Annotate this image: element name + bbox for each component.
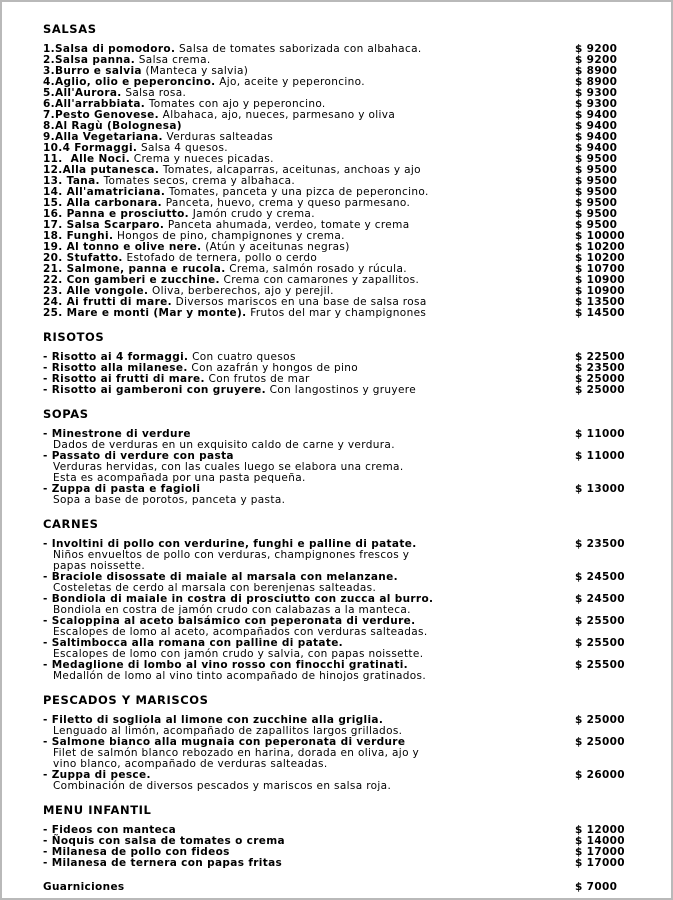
item-name: 20. Stufatto. [43, 252, 123, 264]
item-description: Salsa crema. [138, 54, 211, 66]
item-description: (Atún y aceitunas negras) [205, 241, 350, 253]
item-price: $ 10900 [575, 285, 625, 297]
item-name: 16. Panna e prosciutto. [43, 208, 189, 220]
section-items [43, 825, 651, 869]
item-description: Tomates secos, crema y albahaca. [103, 175, 296, 187]
menu-item-row [43, 882, 651, 893]
item-price: $ 10200 [575, 241, 625, 253]
item-description: Con frutos de mar [208, 373, 310, 385]
item-price: $ 17000 [575, 846, 625, 858]
item-description: Frutos del mar y champignones [250, 307, 427, 319]
item-price: $ 9500 [575, 164, 618, 176]
item-name: 24. Ai frutti di mare. [43, 296, 172, 308]
item-description: Estofado de ternera, pollo o cerdo [126, 252, 318, 264]
item-price: $ 12000 [575, 824, 625, 836]
section-title: SALSAS [43, 22, 97, 36]
item-name: - Risotto alla milanese. [43, 362, 188, 374]
item-detail-line: Sopa a base de porotos, panceta y pasta. [53, 494, 286, 506]
item-price: $ 9300 [575, 87, 618, 99]
item-price: $ 10000 [575, 230, 625, 242]
item-price: $ 14500 [575, 307, 625, 319]
item-description: Con azafrán y hongos de pino [191, 362, 359, 374]
item-price: $ 25000 [575, 736, 625, 748]
item-price: $ 8900 [575, 76, 618, 88]
item-name: - Risotto ai frutti di mare. [43, 373, 205, 385]
item-price: $ 9400 [575, 131, 618, 143]
item-name: - Saltimbocca alla romana con palline di patate. [43, 637, 344, 649]
item-name: - Zuppa di pasta e fagioli [43, 483, 201, 495]
item-price: $ 26000 [575, 769, 625, 781]
section-title: RISOTOS [43, 330, 105, 344]
item-name: 14. All'amatriciana. [43, 186, 166, 198]
item-detail-line: Escalopes de lomo con jamón crudo y salvia, con papas noissette. [53, 648, 424, 660]
menu-section [43, 409, 651, 506]
item-price: $ 25500 [575, 659, 625, 671]
item-description: Crema, salmón rosado y rúcula. [229, 263, 407, 275]
section-items [43, 44, 651, 319]
item-name: 15. Alla carbonara. [43, 197, 163, 209]
item-price: $ 7000 [575, 881, 618, 893]
item-name: 19. Al tonno e olive nere. [43, 241, 202, 253]
item-name: 22. Con gamberi e zucchine. [43, 274, 220, 286]
item-price: $ 9400 [575, 142, 618, 154]
item-name: 4.Aglio, olio e peperoncino. [43, 76, 216, 88]
item-price: $ 9500 [575, 186, 618, 198]
item-name: 6.All'arrabbiata. [43, 98, 146, 110]
section-items [43, 539, 651, 682]
item-price: $ 9500 [575, 153, 618, 165]
item-price: $ 9400 [575, 109, 618, 121]
item-description: Albahaca, ajo, nueces, parmesano y oliva [162, 109, 396, 121]
menu-section [43, 882, 651, 893]
item-price: $ 9200 [575, 43, 618, 55]
menu-item-row [43, 385, 651, 396]
item-name: 1.Salsa di pomodoro. [43, 43, 176, 55]
item-description: Jamón crudo y crema. [192, 208, 315, 220]
item-description: Tomates, panceta y una pizca de peperoncino. [168, 186, 429, 198]
item-description: Salsa 4 quesos. [140, 142, 228, 154]
item-description: Panceta, huevo, crema y queso parmesano. [165, 197, 411, 209]
item-name: 9.Alla Vegetariana. [43, 131, 163, 143]
item-price: $ 8900 [575, 65, 618, 77]
item-description: Con langostinos y gruyere [269, 384, 417, 396]
item-price: $ 9500 [575, 197, 618, 209]
item-description: Salsa rosa. [125, 87, 187, 99]
item-description: Ajo, aceite y peperoncino. [219, 76, 365, 88]
section-title: CARNES [43, 517, 99, 531]
item-name: 11. Alle Noci. [43, 153, 131, 165]
item-price: $ 23500 [575, 362, 625, 374]
item-name: 25. Mare e monti (Mar y monte). [43, 307, 247, 319]
item-name: 13. Tana. [43, 175, 100, 187]
item-detail-line: Costeletas de cerdo al marsala con berenjenas salteadas. [53, 582, 377, 594]
item-price: $ 17000 [575, 857, 625, 869]
item-name: 10.4 Formaggi. [43, 142, 138, 154]
item-description: Oliva, berberechos, ajo y perejil. [151, 285, 334, 297]
item-price: $ 24500 [575, 593, 625, 605]
item-name: - Milanesa de pollo con fideos [43, 846, 230, 858]
item-description: Con cuatro quesos [192, 351, 296, 363]
item-description: Tomates con ajo y peperoncino. [148, 98, 326, 110]
item-name: - Minestrone di verdure [43, 428, 191, 440]
item-name: 3.Burro e salvia [43, 65, 142, 77]
item-name: - Risotto ai gamberoni con gruyere. [43, 384, 266, 396]
item-description: Salsa de tomates saborizada con albahaca. [179, 43, 422, 55]
item-price: $ 9500 [575, 175, 618, 187]
item-description: Panceta ahumada, verdeo, tomate y crema [167, 219, 410, 231]
item-name: - Salmone bianco alla mugnaia con peperonata di verdure [43, 736, 406, 748]
menu-item-text [43, 882, 575, 893]
item-detail-line: Escalopes de lomo al aceto, acompañados con verduras salteadas. [53, 626, 428, 638]
item-name: - Scaloppina al aceto balsámico con peperonata di verdure. [43, 615, 416, 627]
item-detail-line: Combinación de diversos pescados y mariscos en salsa roja. [53, 780, 392, 792]
item-name: - Braciole disossate di maiale al marsala con melanzane. [43, 571, 398, 583]
item-price: $ 24500 [575, 571, 625, 583]
menu-section [43, 519, 651, 682]
section-items [43, 715, 651, 792]
item-price: $ 25500 [575, 637, 625, 649]
item-name: - Involtini di pollo con verdurine, funghi e palline di patate. [43, 538, 417, 550]
item-description: Verduras salteadas [166, 131, 274, 143]
item-name: 21. Salmone, panna e rucola. [43, 263, 226, 275]
item-detail-line: Niños envueltos de pollo con verduras, champignones frescos y [53, 549, 410, 561]
item-detail-line: papas noissette. [53, 560, 146, 572]
item-description: (Manteca y salvia) [145, 65, 249, 77]
item-price: $ 9300 [575, 98, 618, 110]
menu-item-text [43, 308, 575, 319]
menu-section [43, 24, 651, 319]
item-name: - Ñoquis con salsa de tomates o crema [43, 835, 285, 847]
section-items [43, 429, 651, 506]
item-price: $ 10700 [575, 263, 625, 275]
section-title: MENU INFANTIL [43, 803, 152, 817]
item-name: - Filetto di sogliola al limone con zucchine alla griglia. [43, 714, 384, 726]
item-price: $ 9200 [575, 54, 618, 66]
item-name: 5.All'Aurora. [43, 87, 122, 99]
item-description: Crema y nueces picadas. [133, 153, 274, 165]
menu-item-row [43, 858, 651, 869]
item-name: 12.Alla putanesca. [43, 164, 160, 176]
menu-page [2, 2, 671, 893]
item-name: Guarniciones [43, 881, 125, 893]
item-name: 17. Salsa Scarparo. [43, 219, 165, 231]
item-price: $ 25000 [575, 384, 625, 396]
item-detail-line: Filet de salmón blanco rebozado en harina, dorada en oliva, ajo y [53, 747, 420, 759]
section-title: SOPAS [43, 407, 89, 421]
item-description: Crema con camarones y zapallitos. [223, 274, 420, 286]
item-detail-line: vino blanco, acompañado de verduras salteadas. [53, 758, 328, 770]
item-name: 23. Alle vongole. [43, 285, 149, 297]
item-detail-line: Medallón de lomo al vino tinto acompañado de hinojos gratinados. [53, 670, 427, 682]
item-name: - Risotto ai 4 formaggi. [43, 351, 189, 363]
item-price: $ 10200 [575, 252, 625, 264]
item-description: Hongos de pino, champignones y crema. [117, 230, 345, 242]
item-name: 2.Salsa panna. [43, 54, 136, 66]
section-items [43, 882, 651, 893]
item-description: Diversos mariscos en una base de salsa rosa [175, 296, 427, 308]
item-detail-line: Verduras hervidas, con las cuales luego se elabora una crema. [53, 461, 404, 473]
item-name: - Passato di verdure con pasta [43, 450, 234, 462]
item-price: $ 25500 [575, 615, 625, 627]
item-name: - Zuppa di pesce. [43, 769, 151, 781]
item-price: $ 9500 [575, 219, 618, 231]
item-price: $ 9500 [575, 208, 618, 220]
item-name: 7.Pesto Genovese. [43, 109, 159, 121]
item-price: $ 22500 [575, 351, 625, 363]
menu-section [43, 695, 651, 792]
item-detail-line: Bondiola en costra de jamón crudo con calabazas a la manteca. [53, 604, 411, 616]
item-detail-line: Dados de verduras en un exquisito caldo de carne y verdura. [53, 439, 395, 451]
item-name: 18. Funghi. [43, 230, 114, 242]
item-detail-line: Esta es acompañada por una pasta pequeña. [53, 472, 306, 484]
item-name: 8.Al Ragù (Bolognesa) [43, 120, 182, 132]
menu-item-row [43, 308, 651, 319]
item-price: $ 13000 [575, 483, 625, 495]
item-detail-line: Lenguado al limón, acompañado de zapallitos largos grillados. [53, 725, 403, 737]
item-price: $ 14000 [575, 835, 625, 847]
item-name: - Fideos con manteca [43, 824, 177, 836]
item-price: $ 23500 [575, 538, 625, 550]
item-name: - Bondiola di maiale in costra di prosciutto con zucca al burro. [43, 593, 434, 605]
menu-item-text [43, 385, 575, 396]
item-price: $ 10900 [575, 274, 625, 286]
item-price: $ 9400 [575, 120, 618, 132]
item-price: $ 11000 [575, 450, 625, 462]
menu-section [43, 805, 651, 869]
item-price: $ 11000 [575, 428, 625, 440]
item-price: $ 13500 [575, 296, 625, 308]
item-name: - Milanesa de ternera con papas fritas [43, 857, 283, 869]
item-name: - Medaglione di lombo al vino rosso con finocchi gratinati. [43, 659, 408, 671]
item-price: $ 25000 [575, 373, 625, 385]
item-price: $ 25000 [575, 714, 625, 726]
menu-section [43, 332, 651, 396]
section-title: PESCADOS Y MARISCOS [43, 693, 209, 707]
menu-item-text [43, 858, 575, 869]
section-items [43, 352, 651, 396]
item-description: Tomates, alcaparras, aceitunas, anchoas y ajo [162, 164, 421, 176]
